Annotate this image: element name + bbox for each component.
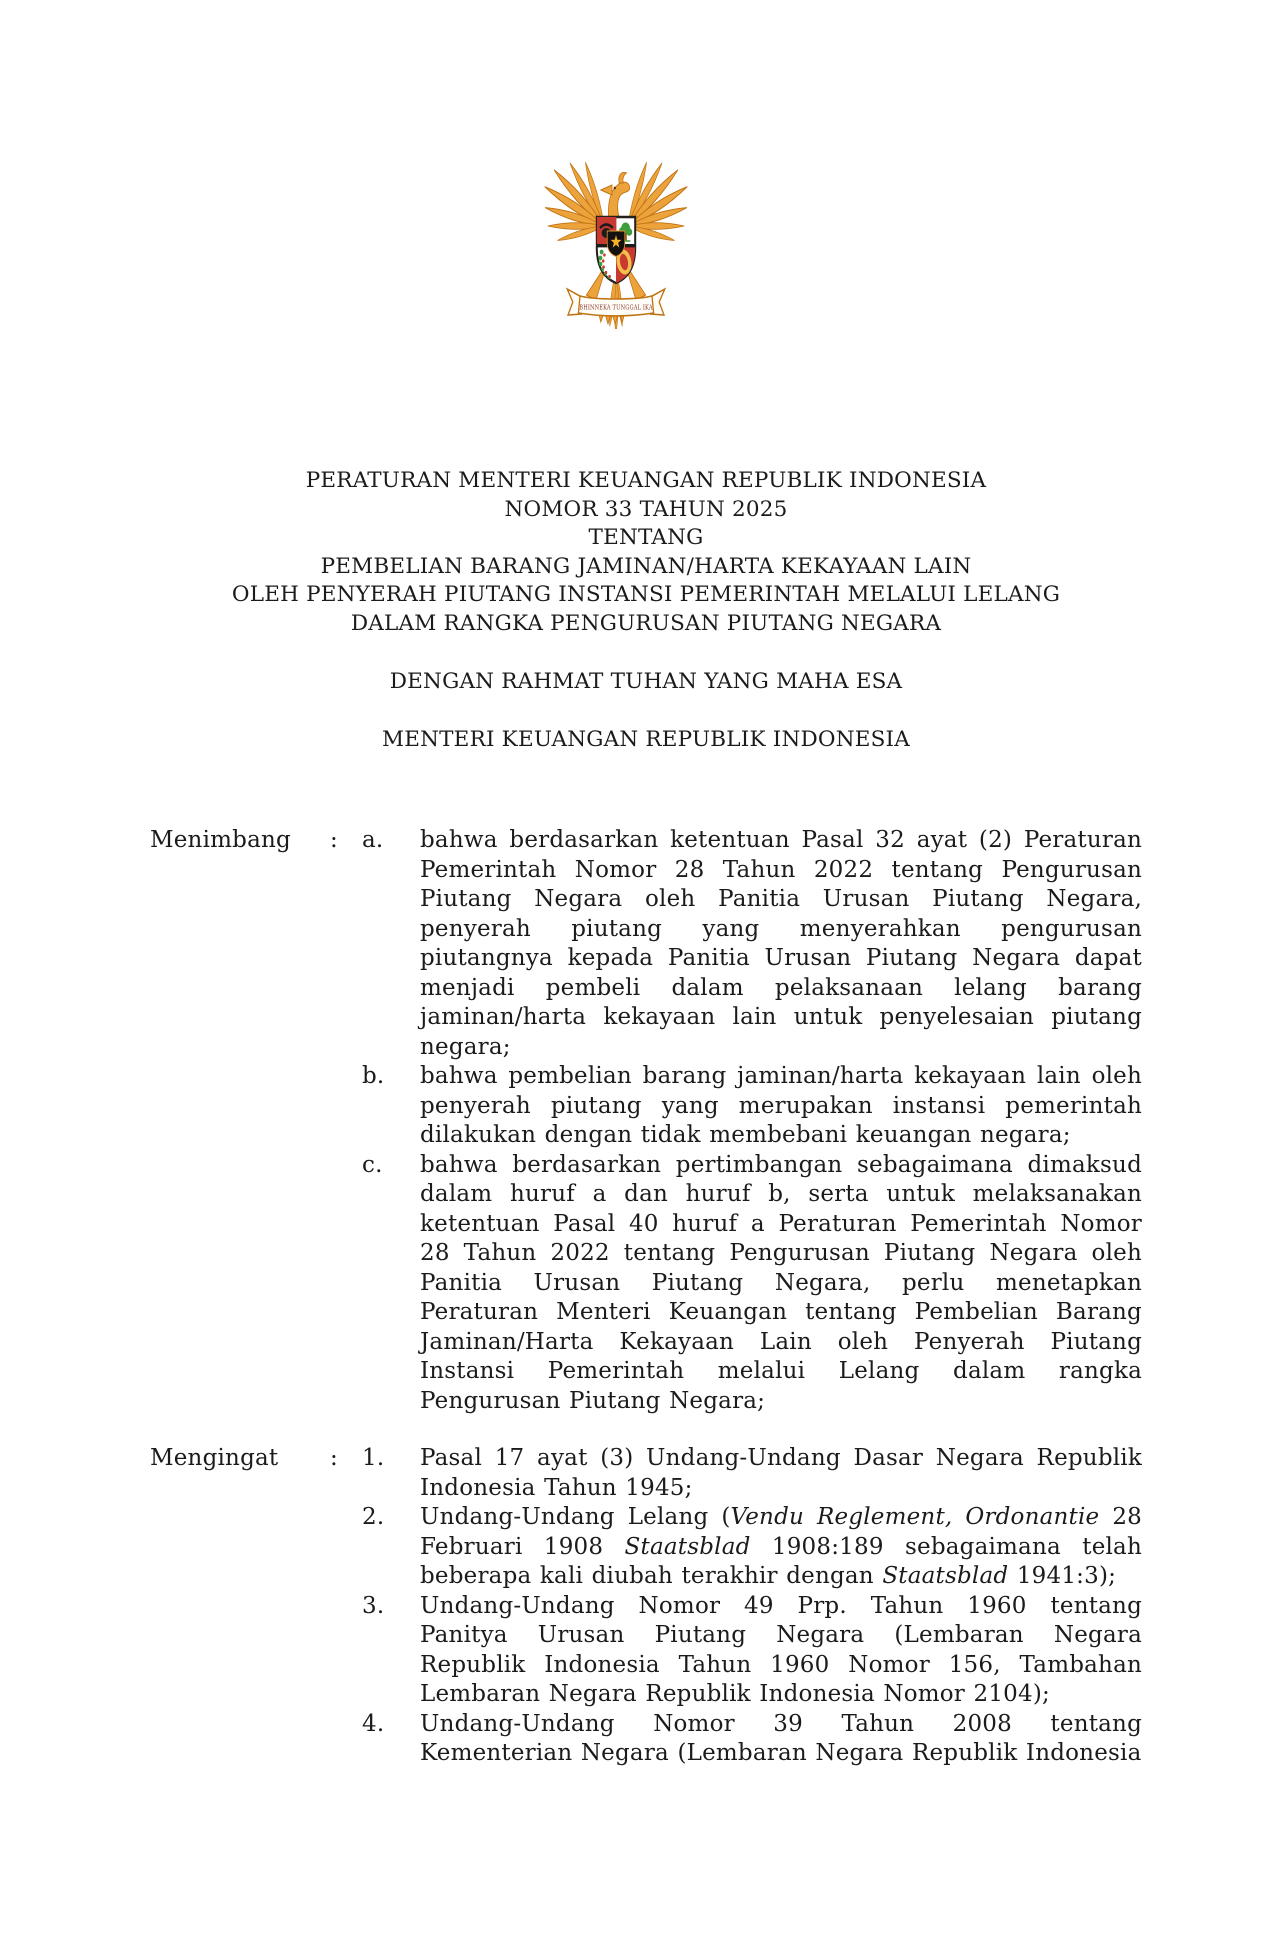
emblem-motto-text: BHINNEKA TUNGGAL IKA <box>579 305 653 312</box>
menimbang-item-a <box>360 826 1142 1062</box>
item-marker: a. <box>362 827 384 853</box>
menimbang-colon: : <box>330 827 338 853</box>
item-marker: c. <box>362 1151 383 1178</box>
item-text: Pasal 17 ayat (3) Undang-Undang Dasar Negara Republik Indonesia Tahun 1945; <box>420 1445 1142 1501</box>
title-line-subject-1: PEMBELIAN BARANG JAMINAN/HARTA KEKAYAAN LAIN <box>320 553 972 579</box>
title-line-number: NOMOR 33 TAHUN 2025 <box>504 496 788 522</box>
mengingat-item-1 <box>360 1444 1142 1503</box>
item-marker: 2. <box>362 1504 385 1530</box>
menimbang-items <box>360 826 1142 1416</box>
authority-line: MENTERI KEUANGAN REPUBLIK INDONESIA <box>382 726 910 752</box>
title-line-subject-2: OLEH PENYERAH PIUTANG INSTANSI PEMERINTAH MELALUI LELANG <box>231 582 1061 607</box>
item-marker: 3. <box>362 1592 385 1619</box>
garuda-pancasila-emblem <box>540 157 692 329</box>
section-mengingat <box>150 1444 1142 1769</box>
item-text: bahwa berdasarkan ketentuan Pasal 32 ayat (2) Peraturan Pemerintah Nomor 28 Tahun 2022 tentang Pengurusan Piutang Negara oleh Panitia Urusan Piutang Negara, penyerah piutang yang menyerahkan pengurusan piutangnya kepada Panitia Urusan Piutang Negara dapat menjadi pembeli dalam pelaksanaan lelang barang jaminan/harta kekayaan lain untuk penyelesaian piutang negara; <box>420 827 1142 1060</box>
section-menimbang <box>150 826 1142 1416</box>
item-text: bahwa pembelian barang jaminan/harta kekayaan lain oleh penyerah piutang yang merupakan instansi pemerintah dilakukan dengan tidak membebani keuangan negara; <box>420 1063 1142 1148</box>
mengingat-item-4 <box>360 1710 1142 1769</box>
eye <box>614 187 616 190</box>
mengingat-items <box>360 1444 1142 1769</box>
crest <box>619 172 627 183</box>
mengingat-label: Mengingat <box>150 1445 279 1471</box>
menimbang-item-c <box>360 1151 1142 1417</box>
item-text: Undang-Undang Nomor 49 Prp. Tahun 1960 tentang Panitya Urusan Piutang Negara (Lembaran Negara Republik Indonesia Tahun 1960 Nomor 156, Tambahan Lembaran Negara Republik Indonesia Nomor 2104); <box>420 1592 1142 1707</box>
beak <box>601 185 612 195</box>
item-marker: b. <box>362 1063 385 1089</box>
item-text: Undang-Undang Lelang (Vendu Reglement, Ordonantie 28 Februari 1908 Staatsblad 1908:189 sebagaimana telah beberapa kali diubah terakhir dengan Staatsblad 1941:3); <box>420 1504 1143 1589</box>
mengingat-item-2 <box>360 1503 1142 1592</box>
emblem-container <box>120 157 1112 329</box>
mengingat-colon: : <box>330 1445 338 1471</box>
menimbang-item-b <box>360 1062 1142 1151</box>
item-marker: 1. <box>362 1445 385 1471</box>
item-text: bahwa berdasarkan pertimbangan sebagaimana dimaksud dalam huruf a dan huruf b, serta untuk melaksanakan ketentuan Pasal 40 huruf a Peraturan Pemerintah Nomor 28 Tahun 2022 tentang Pengurusan Piutang Negara oleh Panitia Urusan Piutang Negara, perlu menetapkan Peraturan Menteri Keuangan tentang Pembelian Barang Jaminan/Harta Kekayaan Lain oleh Penyerah Piutang Instansi Pemerintah melalui Lelang dalam rangka Pengurusan Piutang Negara; <box>420 1151 1142 1414</box>
invocation-line: DENGAN RAHMAT TUHAN YANG MAHA ESA <box>389 669 903 694</box>
menimbang-label: Menimbang <box>150 827 291 853</box>
title-line-tentang: TENTANG <box>588 525 704 550</box>
document-title <box>150 467 1142 638</box>
item-text: Undang-Undang Nomor 39 Tahun 2008 tentang Kementerian Negara (Lembaran Negara Republik Indonesia <box>420 1710 1142 1766</box>
title-line-regulation: PERATURAN MENTERI KEUANGAN REPUBLIK INDONESIA <box>305 468 987 493</box>
mengingat-item-3 <box>360 1592 1142 1710</box>
item-marker: 4. <box>362 1710 385 1737</box>
title-line-subject-3: DALAM RANGKA PENGURUSAN PIUTANG NEGARA <box>350 610 942 636</box>
